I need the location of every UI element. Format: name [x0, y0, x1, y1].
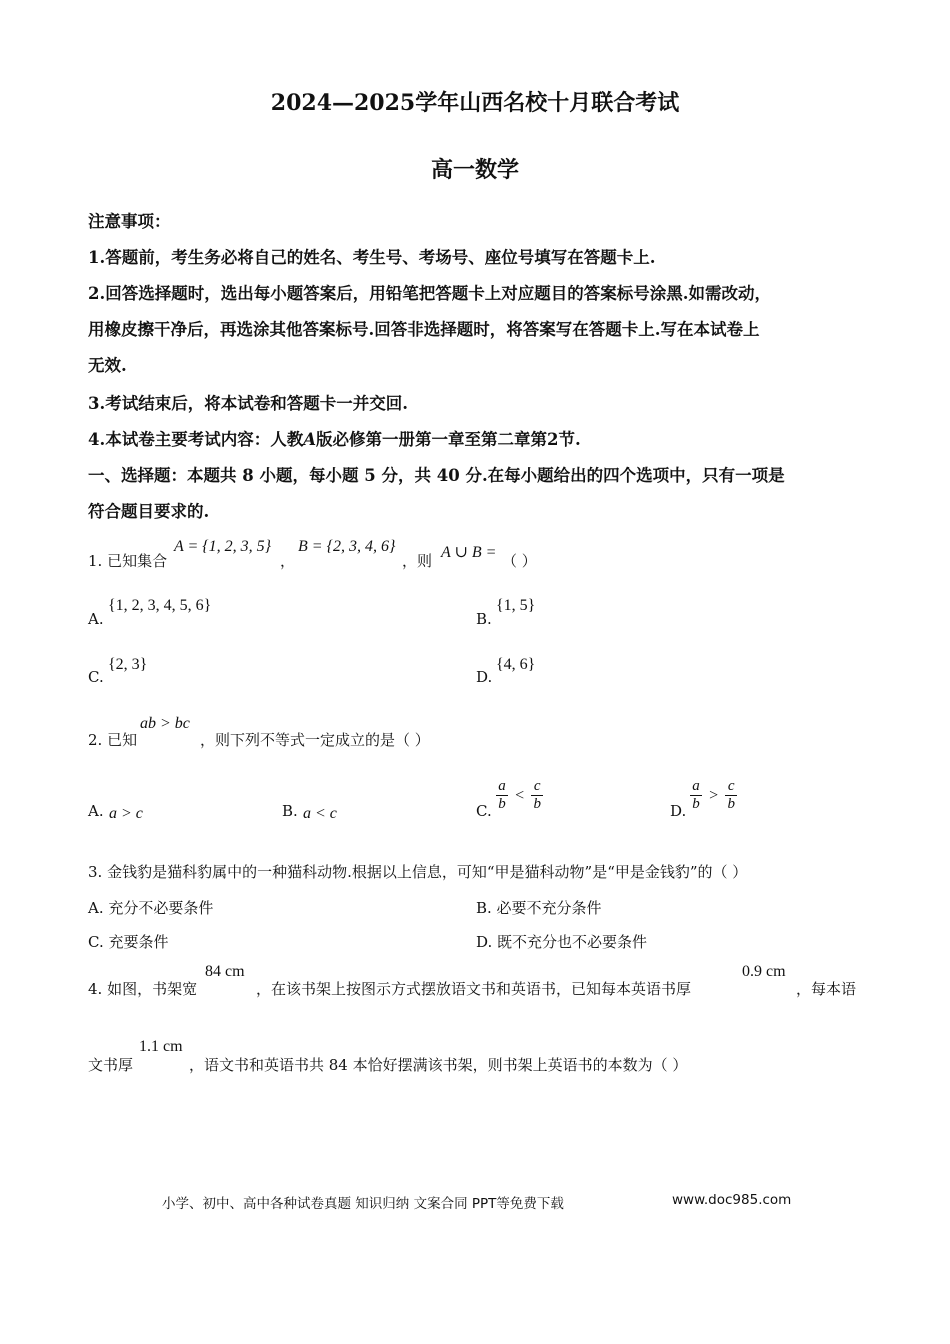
question-1-option-b-label: B. — [476, 610, 492, 628]
question-1-option-a-label: A. — [88, 610, 104, 628]
question-1-option-b-value: {1, 5} — [496, 597, 536, 614]
question-1-set-b: B = {2, 3, 4, 6} — [298, 538, 396, 555]
exam-title: 2024—2025学年山西名校十月联合考试 — [270, 90, 680, 116]
question-4-chinese-thickness: 1.1 cm — [139, 1038, 183, 1055]
notice-item-2-line-2: 用橡皮擦干净后，再选涂其他答案标号.回答非选择题时，将答案写在答题卡上.写在本试卷上 — [88, 320, 760, 339]
question-2-option-c-label: C. — [476, 802, 492, 820]
fraction-c-over-b: $\frac{c}{b}$ — [725, 778, 737, 813]
exam-subject: 高一数学 — [430, 157, 519, 183]
question-2-stem: 2. 已知 — [88, 731, 138, 749]
question-3-stem: 3. 金钱豹是猫科豹属中的一种猫科动物.根据以上信息，可知“甲是猫科动物”是“甲是金钱豹”的（ ） — [88, 863, 748, 881]
fraction-a-over-b: $\frac{a}{b}$ — [690, 778, 702, 813]
question-2-option-d-label: D. — [670, 802, 687, 820]
section-1-line-1: 一、选择题：本题共 8 小题，每小题 5 分，共 40 分.在每小题给出的四个选项中，只有一项是 — [88, 466, 785, 485]
question-4-stem-post: ，每本语 — [796, 980, 857, 998]
question-4-english-thickness: 0.9 cm — [742, 963, 786, 980]
question-4-stem-line-2-post: ，语文书和英语书共 84 本恰好摆满该书架，则书架上英语书的本数为（ ） — [189, 1056, 688, 1074]
question-1-set-a: A = {1, 2, 3, 5} — [174, 538, 272, 555]
question-2-option-a-value: a > c — [109, 805, 143, 822]
notice-item-1: 1.答题前，考生务必将自己的姓名、考生号、考场号、座位号填写在答题卡上. — [88, 248, 656, 267]
notice-item-2-line-1: 2.回答选择题时，选出每小题答案后，用铅笔把答题卡上对应题目的答案标号涂黑.如需改动， — [88, 284, 771, 303]
question-1-paren: （ ） — [502, 552, 537, 570]
question-1-option-d-label: D. — [476, 668, 493, 686]
notice-item-4: 4.本试卷主要考试内容：人教A版必修第一册第一章至第二章第2节. — [88, 430, 581, 449]
fraction-a-over-b: $\frac{a}{b}$ — [496, 778, 508, 813]
footer-link[interactable]: www.doc985.com — [672, 1192, 792, 1208]
question-3-option-a: A. 充分不必要条件 — [88, 899, 214, 917]
question-2-option-c-value: $\frac{a}{b}$ < $\frac{c}{b}$ — [496, 778, 543, 813]
question-1-option-c-label: C. — [88, 668, 104, 686]
question-1-option-c-value: {2, 3} — [108, 656, 148, 673]
question-2-option-d-value: $\frac{a}{b}$ > $\frac{c}{b}$ — [690, 778, 737, 813]
notice-heading: 注意事项： — [88, 212, 171, 231]
question-2-option-a-label: A. — [88, 802, 104, 820]
question-3-option-d: D. 既不充分也不必要条件 — [476, 933, 648, 951]
section-1-line-2: 符合题目要求的. — [88, 502, 210, 521]
textbook-edition: A — [303, 430, 317, 449]
question-2-prompt: ，则下列不等式一定成立的是（ ） — [200, 731, 430, 749]
notice-item-3: 3.考试结束后，将本试卷和答题卡一并交回. — [88, 394, 408, 413]
question-4-shelf-width: 84 cm — [205, 963, 245, 980]
question-3-option-b: B. 必要不充分条件 — [476, 899, 602, 917]
footer-text: 小学、初中、高中各种试卷真题 知识归纳 文案合同 PPT等免费下载 — [162, 1196, 564, 1212]
notice-item-2-line-3: 无效. — [88, 356, 127, 375]
question-1-separator: ， — [280, 552, 296, 570]
fraction-c-over-b: $\frac{c}{b}$ — [531, 778, 543, 813]
question-3-option-c: C. 充要条件 — [88, 933, 169, 951]
question-1-option-a-value: {1, 2, 3, 4, 5, 6} — [108, 597, 212, 614]
question-4-stem-mid: ，在该书架上按图示方式摆放语文书和英语书，已知每本英语书厚 — [256, 980, 692, 998]
question-4-stem-line-2: 文书厚 — [88, 1056, 134, 1074]
question-1-union: A ∪ B = — [441, 544, 497, 561]
question-2-option-b-value: a < c — [303, 805, 337, 822]
question-1-then: ，则 — [402, 552, 433, 570]
question-2-option-b-label: B. — [282, 802, 298, 820]
question-1-stem: 1. 已知集合 — [88, 552, 168, 570]
question-1-option-d-value: {4, 6} — [496, 656, 536, 673]
question-2-condition: ab > bc — [140, 715, 190, 732]
question-4-stem-line-1: 4. 如图，书架宽 — [88, 980, 198, 998]
